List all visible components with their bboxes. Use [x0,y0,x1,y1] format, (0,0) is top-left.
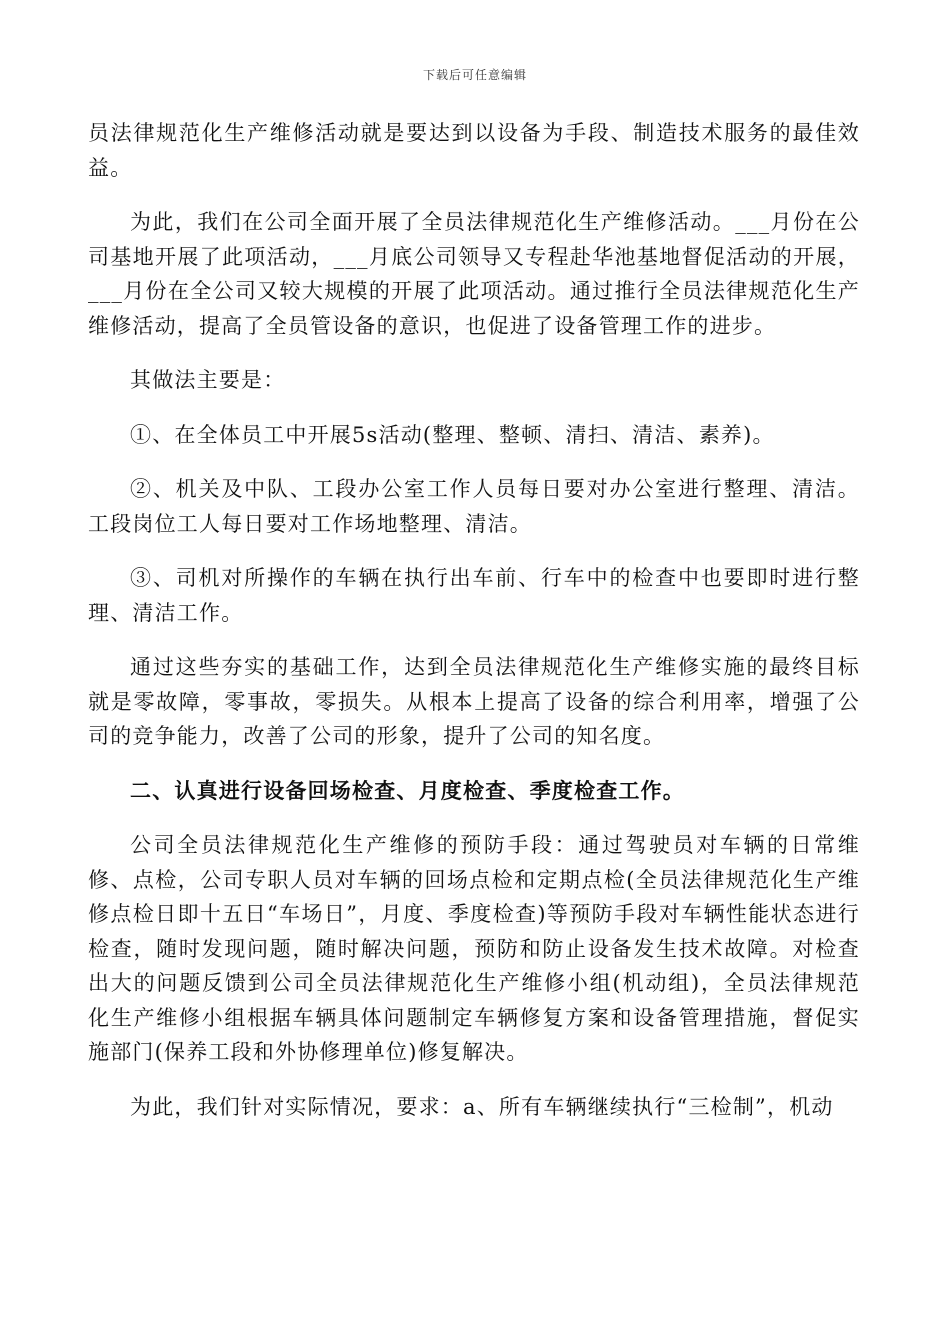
paragraph-method-2: ②、机关及中队、工段办公室工作人员每日要对办公室进行整理、清洁。工段岗位工人每日要对工作场地整理、清洁。 [88,477,860,536]
section-heading-inspections: 二、认真进行设备回场检查、月度检查、季度检查工作。 [130,777,685,803]
paragraph-method-1: ①、在全体员工中开展5s活动(整理、整顿、清扫、清洁、素养)。 [130,422,775,447]
paragraph-method-3: ③、司机对所操作的车辆在执行出车前、行车中的检查中也要即时进行整理、清洁工作。 [88,566,860,625]
document-body [88,116,860,1144]
paragraph-prevention: 公司全员法律规范化生产维修的预防手段：通过驾驶员对车辆的日常维修、点检，公司专职人员对车辆的回场点检和定期点检(全员法律规范化生产维修点检日即十五日“车场日”，月度、季度检查)等预防手段对车辆性能状态进行检查，随时发现问题，随时解决问题，预防和防止设备发生技术故障。对检查出大的问题反馈到公司全员法律规范化生产维修小组(机动组)，全员法律规范化生产维修小组根据车辆具体问题制定车辆修复方案和设备管理措施，督促实施部门(保养工段和外协修理单位)修复解决。 [88,833,860,1064]
header-note: 下载后可任意编辑 [422,68,527,82]
paragraph-goal: 通过这些夯实的基础工作，达到全员法律规范化生产维修实施的最终目标就是零故障，零事故，零损失。从根本上提高了设备的综合利用率，增强了公司的竞争能力，改善了公司的形象，提升了公司的知名度。 [88,655,860,748]
paragraph-requirements: 为此，我们针对实际情况，要求：a、所有车辆继续执行“三检制”，机动 [130,1094,834,1119]
paragraph-continuation: 员法律规范化生产维修活动就是要达到以设备为手段、制造技术服务的最佳效益。 [88,121,860,180]
paragraph-activity-rollout: 为此，我们在公司全面开展了全员法律规范化生产维修活动。___月份在公司基地开展了此项活动，___月底公司领导又专程赴华池基地督促活动的开展，___月份在全公司又较大规模的开展了此项活动。通过推行全员法律规范化生产维修活动，提高了全员管设备的意识，也促进了设备管理工作的进步。 [88,210,860,338]
paragraph-methods-intro: 其做法主要是： [130,368,286,392]
